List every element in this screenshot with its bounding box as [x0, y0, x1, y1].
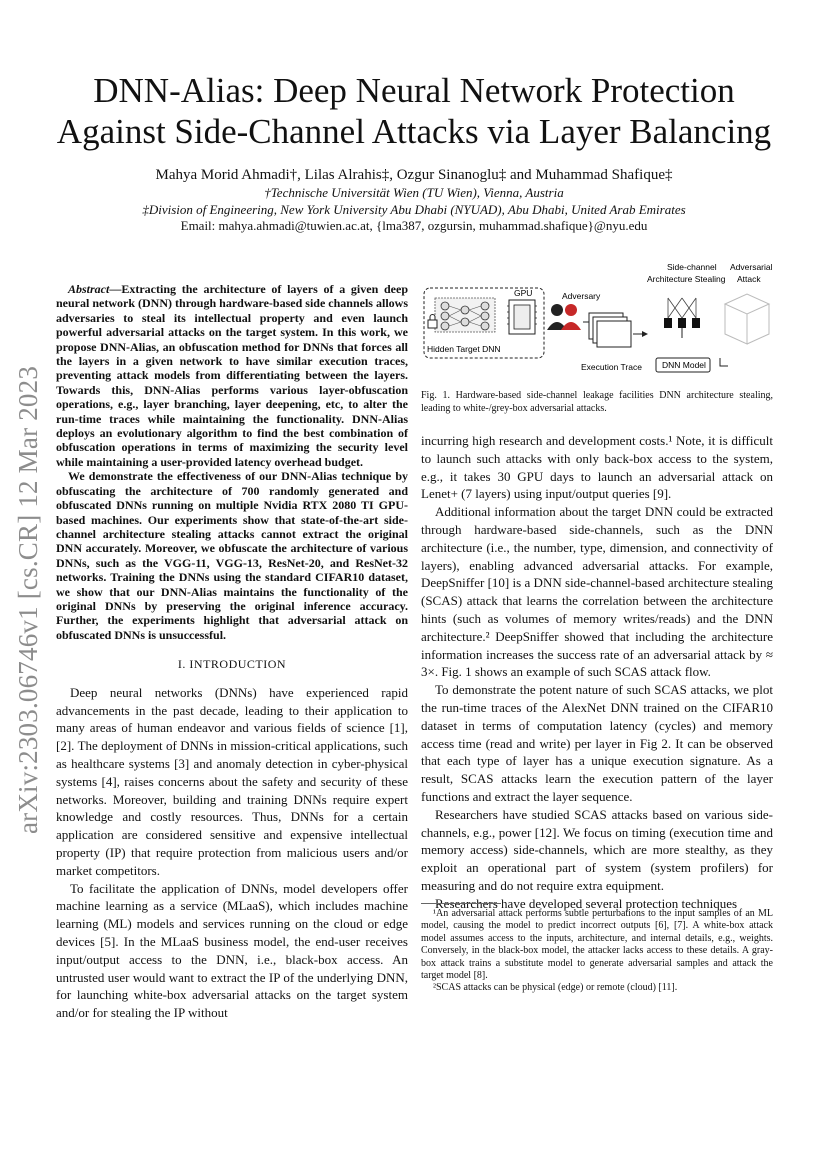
dnn-model-label: DNN Model — [662, 360, 706, 370]
right-paragraph-2: Additional information about the target DNN could be extracted through hardware-based side-channels, such as the DNN architecture (i.e., the number, type, dimension, and connectivity of layers), enabling advanced adversarial attacks. For example, DeepSniffer [10] is a DNN side-channel-based architecture stealing (SCAS) attack that learns the correlation between the architecture hints (such as volumes of memory writes/reads) and the DNN architecture.² DeepSniffer showed that including the architecture information increases the success rate of an adversarial attack by ≈ 3×. Fig. 1 shows an example of such SCAS attack flow. — [421, 504, 773, 680]
title-line-1: DNN-Alias: Deep Neural Network Protection — [93, 71, 735, 110]
author-list: Mahya Morid Ahmadi†, Lilas Alrahis‡, Ozgur Sinanoglu‡ and Muhammad Shafique‡ — [155, 167, 673, 183]
arxiv-identifier: arXiv:2303.06746v1 [cs.CR] 12 Mar 2023 — [13, 365, 43, 835]
right-paragraph-3: To demonstrate the potent nature of such SCAS attacks, we plot the run-time traces of the AlexNet DNN trained on the CIFAR10 dataset in terms of computation latency (cycles) and memory access time (read and write) per layer in Fig 2. It can be observed that each type of layer has a unique execution signature. As a result, SCAS attacks learn the execution pattern of the layer functions and extract the layer sequence. — [421, 682, 773, 804]
abstract — [56, 282, 408, 642]
abstract-paragraph-2: We demonstrate the effectiveness of our DNN-Alias technique by obfuscating the architecture of 700 randomly generated and obfuscated DNNs running on multiple Nvidia RTX 2080 TI GPU-based machines. Our experiments show that state-of-the-art side-channel architecture stealing attacks cannot extract the original DNN accurately. Moreover, we obfuscate the architecture of various DNNs, such as the VGG-11, VGG-13, ResNet-20, and ResNet-32 networks. Training the DNNs using the standard CIFAR10 dataset, we show that our DNN-Alias maintains the functionality of the original DNNs by preserving the original inference accuracy. Further, the experiments highlight that adversarial attack on obfuscated DNNs is unsuccessful. — [56, 469, 408, 642]
open-box-icon — [725, 294, 769, 344]
left-column — [56, 282, 408, 1022]
intro-paragraph-1: Deep neural networks (DNNs) have experienced rapid advancements in the past decade, leading to their application to many areas of human endeavor and various fields of science [1], [2]. The deployment of DNNs in mission-critical applications, such as healthcare systems [3] and anomaly detection in cyber-physical systems [4], raises concerns about the safety and security of these networks. Moreover, building and training DNNs require expert knowledge and costly resources. Thus, DNNs for a certain application are considered sensitive and expensive intellectual property (IP) that require protection from malicious users and/or market competitors. — [56, 684, 408, 878]
gpu-icon — [507, 300, 537, 334]
adversary-label: Adversary — [562, 291, 601, 301]
right-paragraph-4: Researchers have studied SCAS attacks based on various side-channels, e.g., power [12]. We focus on timing (execution time and memory access) side-channels, which are more stealthy, as they exploit an operational part of system (system profilers) for measuring and do not require extra equipment. — [421, 806, 773, 893]
side-channel-label-2: Architecture Stealing — [647, 274, 726, 284]
footnote-2: ²SCAS attacks can be physical (edge) or remote (cloud) [11]. — [433, 982, 678, 994]
affiliation-nyuad: ‡Division of Engineering, New York University Abu Dhabi (NYUAD), Abu Dhabi, United Arab Emirates — [142, 202, 686, 217]
intro-paragraph-2: To facilitate the application of DNNs, model developers offer machine learning as a service (MLaaS), which includes machine learning (ML) models and services running on the cloud or edge devices [5]. In the MLaaS business model, the end-user receives input/output access to the DNN, i.e., black-box access. An untrusted user would want to extract the IP of the underlying DNN, for launching white-box adversarial attacks on the target system and/or for stealing the IP without — [56, 880, 408, 1021]
right-paragraph-1: incurring high research and development costs.¹ Note, it is difficult to launch such attacks with only back-box access to the system, e.g., it takes 30 GPU days to launch an adversarial attack on Lenet+ (7 layers) using input/output queries [9]. — [421, 433, 773, 502]
abstract-paragraph-1: —Extracting the architecture of layers of a given deep neural network (DNN) through hardware-based side channels allows adversaries to steal its intellectual property and even launch powerful adversarial attacks on the target system. In this work, we propose DNN-Alias, an obfuscation method for DNNs that forces all the layers in a given network to have similar execution traces, preventing attack models from differentiating between the layers. Towards this, DNN-Alias performs various layer-obfuscation operations, e.g., layer branching, layer deepening, etc, to alter the run-time traces while maintaining the functionality. DNN-Alias deploys an evolutionary algorithm to find the best combination of obfuscation operations in terms of maximizing the security level while maintaining a user-provided latency overhead budget. — [56, 282, 408, 469]
adversarial-label-1: Adversarial — [730, 262, 773, 272]
figure-1-caption: Fig. 1. Hardware-based side-channel leakage facilities DNN architecture stealing, leading to white-/grey-box adversarial attacks. — [421, 390, 773, 414]
footnote-rule — [421, 903, 501, 904]
email-line: Email: mahya.ahmadi@tuwien.ac.at, {lma387, ozgursin, muhammad.shafique}@nyu.edu — [180, 218, 648, 233]
adversary-icon — [547, 304, 581, 330]
architecture-stealing-icon — [664, 298, 700, 338]
execution-trace-icon — [583, 313, 631, 347]
hidden-dnn-label: Hidden Target DNN — [427, 344, 501, 354]
title-line-2: Against Side-Channel Attacks via Layer Balancing — [56, 112, 772, 151]
affiliation-tu-wien: †Technische Universität Wien (TU Wien), Vienna, Austria — [264, 185, 564, 200]
section-heading-introduction: I. INTRODUCTION — [177, 657, 287, 672]
footnote-1: ¹An adversarial attack performs subtle perturbations to the input samples of an ML model, causing the model to predict incorrect outputs [6], [7]. A white-box attack model assumes access to the inputs, architecture, and internal details, e.g., weights. Conversely, in the black-box model, the attacker lacks access to these details. A gray-box attack trains a substitute model to generate adversarial samples and attack the target model [8]. — [421, 908, 773, 982]
introduction-body — [56, 684, 408, 1022]
paper-title — [40, 70, 788, 152]
gpu-label: GPU — [514, 288, 533, 298]
neural-network-icon — [435, 298, 495, 332]
figure-1-diagram — [421, 258, 773, 378]
right-column-body — [421, 432, 773, 913]
side-channel-label-1: Side-channel — [667, 262, 717, 272]
execution-trace-label: Execution Trace — [581, 362, 642, 372]
adversarial-label-2: Attack — [737, 274, 761, 284]
abstract-label: Abstract — [68, 282, 110, 296]
footnotes — [421, 908, 773, 995]
right-paragraph-5: Researchers have developed several protection techniques — [435, 895, 738, 911]
